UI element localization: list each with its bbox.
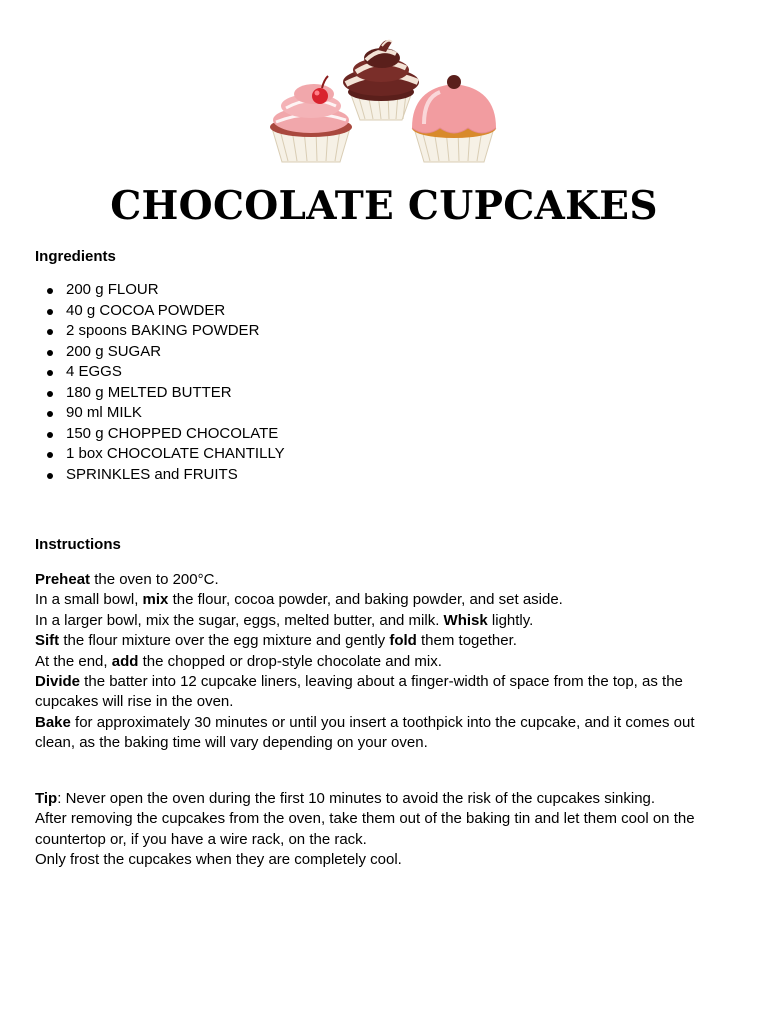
bullet-icon [47, 309, 53, 315]
bullet-icon [47, 473, 53, 479]
tip-line: After removing the cupcakes from the oven, take them out of the baking tin and let them cool on the countertop or, if you have a wire rack, on the rack. [35, 810, 695, 848]
tip-line: Tip: Never open the oven during the first 10 minutes to avoid the risk of the cupcakes sinking. [35, 790, 656, 807]
ingredient-item: 2 spoons BAKING POWDER [35, 321, 285, 342]
ingredient-item: 180 g MELTED BUTTER [35, 383, 285, 404]
pink-dome-cupcake [412, 75, 496, 162]
ingredient-item: 150 g CHOPPED CHOCOLATE [35, 424, 285, 445]
bullet-icon [47, 329, 53, 335]
ingredients-heading: Ingredients [35, 248, 116, 265]
ingredients-list [35, 280, 285, 485]
instruction-step: In a larger bowl, mix the sugar, eggs, melted butter, and milk. Whisk lightly. [35, 611, 534, 629]
instruction-step: Bake for approximately 30 minutes or until you insert a toothpick into the cupcake, and it comes out clean, as the baking time will vary depending on your oven. [35, 713, 695, 752]
bullet-icon [47, 350, 53, 356]
ingredient-item: 1 box CHOCOLATE CHANTILLY [35, 444, 285, 465]
instruction-step: At the end, add the chopped or drop-style chocolate and mix. [35, 652, 442, 670]
bullet-icon [47, 370, 53, 376]
instructions-heading: Instructions [35, 536, 121, 553]
instruction-step: In a small bowl, mix the flour, cocoa powder, and baking powder, and set aside. [35, 591, 563, 609]
instruction-step: Divide the batter into 12 cupcake liners, leaving about a finger-width of space from the top, as the cupcakes will rise in the oven. [35, 673, 683, 711]
tip-line: Only frost the cupcakes when they are completely cool. [35, 851, 402, 869]
chocolate-swirl-cupcake [343, 40, 419, 120]
bullet-icon [47, 452, 53, 458]
bullet-icon [47, 432, 53, 438]
tip-label: Tip [35, 790, 58, 807]
bullet-icon [47, 411, 53, 417]
ingredient-item: 40 g COCOA POWDER [35, 301, 285, 322]
ingredient-item: 200 g FLOUR [35, 280, 285, 301]
cupcakes-illustration [262, 28, 506, 168]
page-title: CHOCOLATE CUPCAKES [110, 183, 658, 229]
ingredient-item: 90 ml MILK [35, 403, 285, 424]
ingredient-item: SPRINKLES and FRUITS [35, 465, 285, 486]
ingredient-item: 200 g SUGAR [35, 342, 285, 363]
instruction-step: Sift the flour mixture over the egg mixture and gently fold them together. [35, 632, 517, 650]
pink-cherry-cupcake [270, 76, 352, 162]
ingredient-item: 4 EGGS [35, 362, 285, 383]
tip-block [35, 789, 735, 871]
bullet-icon [47, 288, 53, 294]
instruction-step: Preheat the oven to 200°C. [35, 571, 219, 588]
bullet-icon [47, 391, 53, 397]
instructions-steps [35, 570, 735, 754]
